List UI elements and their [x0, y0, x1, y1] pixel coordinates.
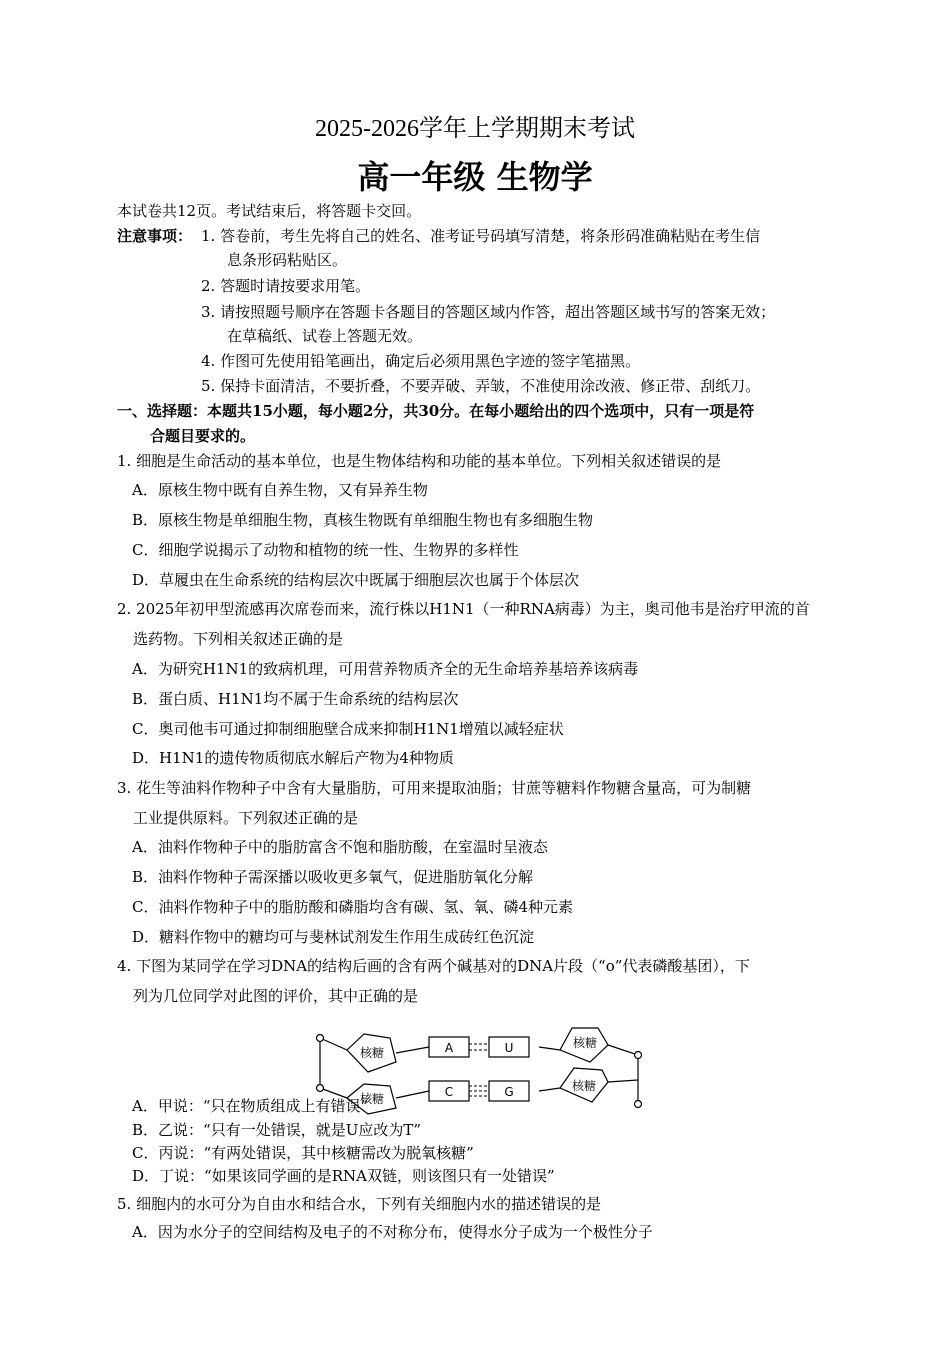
- question-2-option: C．奥司他韦可通过抑制细胞壁合成来抑制H1N1增殖以减轻症状: [132, 720, 564, 738]
- question-2-stem-cont: 选药物。下列相关叙述正确的是: [133, 630, 344, 648]
- exam-title: 2025-2026学年上学期期末考试: [315, 116, 635, 142]
- phosphate-circle: [635, 1101, 642, 1108]
- exam-subtitle: 高一年级 生物学: [357, 158, 593, 196]
- base-label: C: [444, 1085, 454, 1099]
- note-item: 在草稿纸、试卷上答题无效。: [227, 327, 423, 345]
- question-2-option: A．为研究H1N1的致病机理，可用营养物质齐全的无生命培养基培养该病毒: [132, 660, 639, 678]
- question-3-option: A．油料作物种子中的脂肪富含不饱和脂肪酸，在室温时呈液态: [132, 838, 548, 856]
- bond-line: [539, 1088, 560, 1091]
- question-3-stem: 3. 花生等油料作物种子中含有大量脂肪，可用来提取油脂；甘蔗等糖料作物糖含量高，可为制糖: [117, 779, 752, 797]
- question-1-stem: 1. 细胞是生命活动的基本单位，也是生物体结构和功能的基本单位。下列相关叙述错误的是: [117, 452, 722, 470]
- question-4-stem-cont: 列为几位同学对此图的评价，其中正确的是: [133, 987, 419, 1005]
- bond-line: [539, 1047, 560, 1050]
- phosphate-circle: [317, 1035, 324, 1042]
- note-item: 3. 请按照题号顺序在答题卡各题目的答题区域内作答，超出答题区域书写的答案无效；: [201, 303, 776, 321]
- question-2-option: D．H1N1的遗传物质彻底水解后产物为4种物质: [132, 749, 454, 767]
- question-3-option: B．油料作物种子需深播以吸收更多氧气，促进脂肪氧化分解: [132, 868, 534, 886]
- question-1-option: C．细胞学说揭示了动物和植物的统一性、生物界的多样性: [132, 541, 519, 559]
- backbone-line: [608, 1080, 638, 1082]
- note-item: 1. 答卷前，考生先将自己的姓名、准考证号码填写清楚，将条形码准确粘贴在考生信: [201, 227, 761, 245]
- note-item: 5. 保持卡面清洁，不要折叠，不要弄破、弄皱，不准使用涂改液、修正带、刮纸刀。: [201, 377, 761, 395]
- question-1-option: B．原核生物是单细胞生物，真核生物既有单细胞生物也有多细胞生物: [132, 511, 594, 529]
- base-label: A: [444, 1041, 454, 1055]
- backbone-line: [320, 1038, 347, 1050]
- question-3-option: D．糖料作物中的糖均可与斐林试剂发生作用生成砖红色沉淀: [132, 928, 535, 946]
- bond-line: [396, 1091, 429, 1098]
- note-item: 4. 作图可先使用铅笔画出，确定后必须用黑色字迹的签字笔描黑。: [201, 352, 641, 370]
- question-4-option: A．甲说：“只在物质组成上有错误”: [132, 1097, 369, 1115]
- sugar-label: 核糖: [359, 1046, 385, 1060]
- section-heading-cont: 合题目要求的。: [150, 427, 256, 445]
- sugar-label: 核糖: [572, 1036, 598, 1050]
- phosphate-circle: [635, 1052, 642, 1059]
- base-label: U: [504, 1041, 514, 1055]
- question-4-option: B．乙说：“只有一处错误，就是U应改为T”: [132, 1121, 422, 1139]
- question-2-option: B．蛋白质、H1N1均不属于生命系统的结构层次: [132, 690, 459, 708]
- question-3-option: C．油料作物种子中的脂肪酸和磷脂均含有碳、氢、氧、磷4种元素: [132, 898, 574, 916]
- base-label: G: [504, 1085, 514, 1099]
- bond-line: [396, 1047, 429, 1053]
- backbone-line: [608, 1045, 638, 1055]
- question-5-option: A．因为水分子的空间结构及电子的不对称分布，使得水分子成为一个极性分子: [132, 1223, 653, 1241]
- question-5-stem: 5. 细胞内的水可分为自由水和结合水，下列有关细胞内水的描述错误的是: [117, 1195, 602, 1213]
- question-1-option: A．原核生物中既有自养生物，又有异养生物: [132, 481, 428, 499]
- notes-label: 注意事项：: [117, 227, 193, 245]
- intro-text: 本试卷共12页。考试结束后，将答题卡交回。: [117, 202, 422, 220]
- question-4-option: C．丙说：“有两处错误，其中核糖需改为脱氧核糖”: [132, 1144, 474, 1162]
- note-item: 2. 答题时请按要求用笔。: [201, 277, 371, 295]
- sugar-label: 核糖: [359, 1092, 385, 1106]
- section-heading: 一、选择题：本题共15小题，每小题2分，共30分。在每小题给出的四个选项中，只有一项是符: [117, 402, 755, 420]
- question-2-stem: 2. 2025年初甲型流感再次席卷而来，流行株以H1N1（一种RNA病毒）为主，奥司他韦是治疗甲流的首: [117, 600, 810, 618]
- question-4-stem: 4. 下图为某同学在学习DNA的结构后画的含有两个碱基对的DNA片段（“o”代表磷酸基团），下: [117, 957, 750, 975]
- note-item: 息条形码粘贴区。: [227, 251, 348, 269]
- question-1-option: D．草履虫在生命系统的结构层次中既属于细胞层次也属于个体层次: [132, 571, 580, 589]
- question-3-stem-cont: 工业提供原料。下列叙述正确的是: [133, 809, 359, 827]
- question-4-option: D．丁说：“如果该同学画的是RNA双链，则该图只有一处错误”: [132, 1167, 555, 1185]
- sugar-label: 核糖: [571, 1079, 597, 1093]
- phosphate-circle: [317, 1085, 324, 1092]
